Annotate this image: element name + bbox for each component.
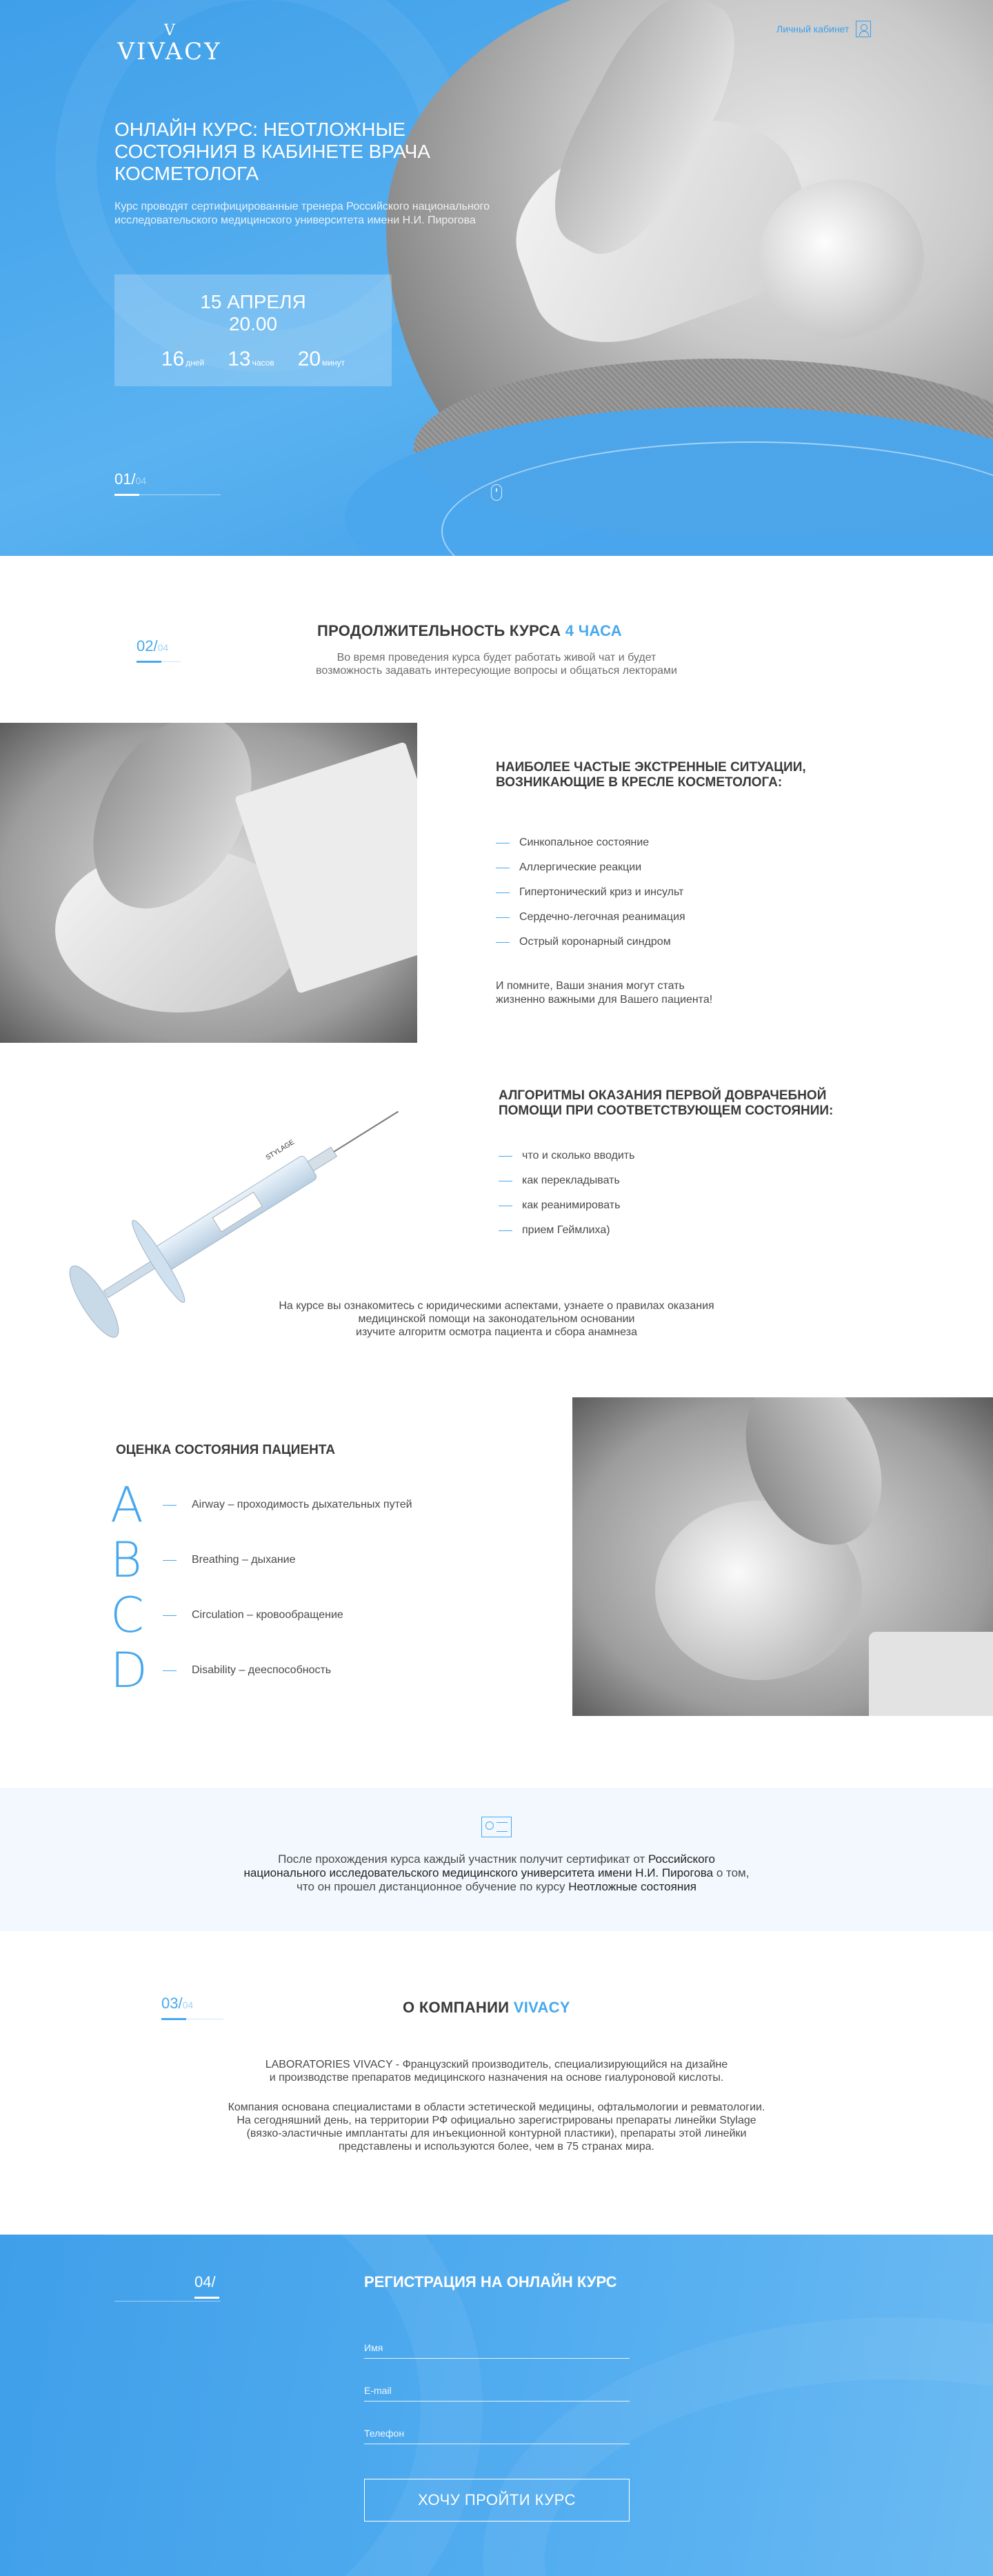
certificate-icon [481,1817,512,1837]
duration-pager: 02/ 04 [137,637,168,655]
list-item: Острый коронарный синдром [496,935,685,949]
list-item: прием Геймлиха) [499,1224,634,1237]
phone-input[interactable] [364,2424,630,2443]
email-field[interactable] [364,2381,630,2402]
list-item: что и сколько вводить [499,1149,634,1163]
registration-title: РЕГИСТРАЦИЯ НА ОНЛАЙН КУРС [364,2273,617,2290]
scroll-mouse-icon[interactable] [491,484,502,501]
countdown [114,348,392,371]
company-paragraph-2: Компания основана специалистами в области эстетической медицины, офтальмологии и ревматологии. На сегодняшний день, на территории РФ официально зарегистрированы препараты линейки Stylage (вязко-эластичные имплантаты для инъекционной контурной пластики), препараты этой линейки представлены и используются более, чем в 75 странах мира. [228,2101,765,2153]
name-input[interactable] [364,2338,630,2357]
emergencies-list [496,836,685,960]
registration-pager: 04/ [194,2273,216,2291]
abcd-row: A Airway – проходимость дыхательных путей [110,1477,412,1533]
course-date: 15 АПРЕЛЯ [200,291,306,312]
abcd-row: B Breathing – дыхание [110,1532,296,1588]
syringe-label: STYLAGE [264,1138,296,1162]
algorithms-list [499,1149,634,1248]
list-item: Сердечно-легочная реанимация [496,910,685,924]
emergencies-note: И помните, Ваши знания могут стать жизненно важными для Вашего пациента! [496,980,713,1006]
countdown-hours: 13 часов [228,348,274,370]
registration-pager-line [114,2301,221,2302]
logo-mark: V [164,22,175,39]
user-icon [856,21,871,37]
list-item: Синкопальное состояние [496,836,685,850]
company-paragraph-1: LABORATORIES VIVACY - Французский производитель, специализирующийся на дизайне и производстве препаратов медицинского назначения на основе гиалуроновой кислоты. [265,2059,728,2084]
name-field[interactable] [364,2338,630,2359]
countdown-days: 16 дней [161,348,205,370]
account-link[interactable] [776,21,871,37]
assessment-title: ОЦЕНКА СОСТОЯНИЯ ПАЦИЕНТА [116,1443,335,1457]
phone-field[interactable] [364,2424,630,2444]
vivacy-logo[interactable] [114,23,225,65]
company-pager: 03/ 04 [161,1995,193,2013]
abcd-list [110,1477,412,1698]
date-countdown-box [114,274,392,386]
logo-word: VIVACY [117,38,222,66]
photo-manikin-head [759,179,924,338]
list-item: Гипертонический криз и инсульт [496,886,685,899]
list-item: как перекладывать [499,1174,634,1188]
duration-text: Во время проведения курса будет работать живой чат и будет возможность задавать интересующие вопросы и общаться лекторами [316,652,677,677]
company-title: О КОМПАНИИ VIVACY [403,1999,570,2016]
duration-title: ПРОДОЛЖИТЕЛЬНОСТЬ КУРСА 4 ЧАСА [317,622,622,639]
hero-pager: 01/ 04 [114,470,146,488]
email-input[interactable] [364,2381,630,2400]
hero-title: ОНЛАЙН КУРС: НЕОТЛОЖНЫЕ СОСТОЯНИЯ В КАБИНЕТЕ ВРАЧА КОСМЕТОЛОГА [114,119,430,184]
course-time: 20.00 [228,313,278,335]
list-item: как реанимировать [499,1199,634,1212]
abcd-row: D Disability – дееспособность [110,1642,332,1699]
list-item: Аллергические реакции [496,861,685,875]
hero-subtitle: Курс проводят сертифицированные тренера Российского национального исследовательского медицинского университета имени Н.И. Пирогова [114,201,490,226]
account-label: Личный кабинет [776,23,850,34]
countdown-minutes: 20 минут [297,348,345,370]
submit-registration-button[interactable]: ХОЧУ ПРОЙТИ КУРС [364,2479,630,2522]
algorithms-heading: АЛГОРИТМЫ ОКАЗАНИЯ ПЕРВОЙ ДОВРАЧЕБНОЙ ПОМОЩИ ПРИ СООТВЕТСТВУЮЩЕМ СОСТОЯНИИ: [499,1088,834,1118]
abcd-row: C Circulation – кровообращение [110,1587,343,1644]
photo-device [869,1632,993,1716]
resuscitation-photo [572,1397,993,1716]
certificate-text: После прохождения курса каждый участник получит сертификат от Российского национального исследовательского медицинского университета имени Н.И. Пирогова о том, что он прошел дистанционное обучение по курсу Неотложные состояния [243,1853,750,1893]
emergencies-heading: НАИБОЛЕЕ ЧАСТЫЕ ЭКСТРЕННЫЕ СИТУАЦИИ, ВОЗНИКАЮЩИЕ В КРЕСЛЕ КОСМЕТОЛОГА: [496,760,806,790]
algorithms-note: На курсе вы ознакомитесь с юридическими аспектами, узнаете о правилах оказания медицинской помощи на законодательном основании изучите алгоритм осмотра пациента и сбора анамнеза [279,1300,714,1338]
cpr-hands-photo [0,723,417,1043]
